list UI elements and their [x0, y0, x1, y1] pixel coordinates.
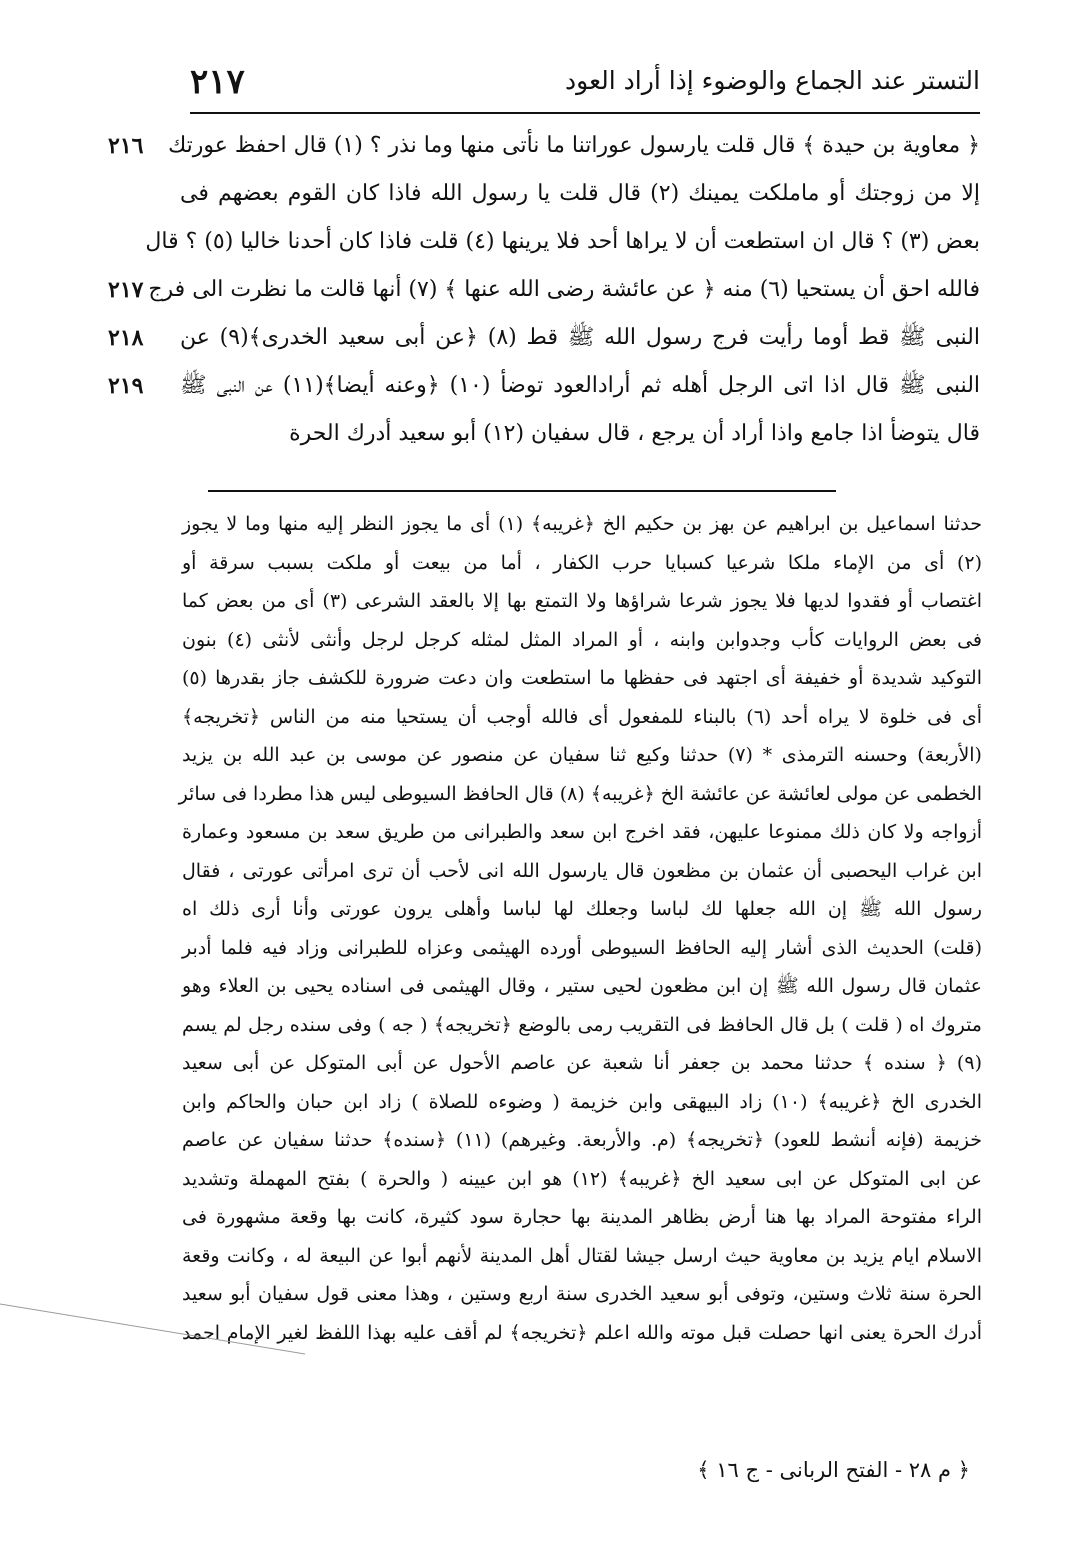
- footnote-line: عثمان قال رسول الله ﷺ إن ابن مظعون لحيى ستير ، وقال الهيثمى فى اسناده يحيى بن العلاء وهو: [182, 975, 982, 997]
- footnotes-block: [178, 505, 983, 1352]
- main-text-line: النبى ﷺ قال اذا اتى الرجل أهله ثم أرادالعود توضأ (١٠) ﴿وعنه أيضا﴾(١١) عن النبى ﷺ: [180, 373, 981, 398]
- footnote-line: (الأربعة) وحسنه الترمذى * (٧) حدثنا وكيع ثنا سفيان عن منصور عن موسى بن عبد الله بن يزيد: [182, 744, 982, 766]
- footnote-line: الاسلام ايام يزيد بن معاوية حيث ارسل جيشا لقتال أهل المدينة لأنهم أبوا عن البيعة له ، وكانت وقعة: [182, 1244, 982, 1267]
- running-title: التستر عند الجماع والوضوء إذا أراد العود: [565, 66, 980, 95]
- footnote-line: متروك اه ( قلت ) بل قال الحافظ فى التقريب رمى بالوضع ﴿تخريجه﴾ ( جه ) وفى سنده رجل لم يسم: [182, 1013, 982, 1036]
- main-text-line: بعض (٣) ؟ قال ان استطعت أن لا يراها أحد فلا يرينها (٤) قلت فاذا كان أحدنا خاليا (٥) ؟ قال: [145, 229, 980, 254]
- footnote-line: حدثنا اسماعيل بن ابراهيم عن بهز بن حكيم الخ ﴿غريبه﴾ (١) أى ما يجوز النظر إليه منها وما لا يجوز: [182, 513, 983, 535]
- footnote-line: فى بعض الروايات كأب وجدوابن وابنه ، أو المراد المثل لمثله كرجل لرجل وأنثى لأنثى (٤) بنون: [182, 628, 982, 651]
- footnote-line: ابن غراب اليحصبى أن عثمان بن مظعون قال يارسول الله انى لأحب أن ترى امرأتى عورتى ، فقال: [182, 859, 982, 882]
- hadith-number: ٢١٩: [108, 373, 144, 399]
- footnote-line: (قلت) الحديث الذى أشار إليه الحافظ السيوطى أورده الهيثمى وعزاه للطبرانى وزاد فيه فلما أدبر: [182, 936, 982, 959]
- main-text-line: إلا من زوجتك أو ماملكت يمينك (٢) قال قلت يا رسول الله فاذا كان القوم بعضهم فى: [180, 181, 981, 206]
- scan-artifact-line: [0, 1296, 310, 1356]
- hadith-number: ٢١٨: [108, 325, 144, 351]
- footnote-line: رسول الله ﷺ إن الله جعلها لك لباسا وجعلك لها لباسا وأهلى يرون عورتى وأنا أرى ذلك اه: [182, 898, 982, 920]
- footnote-line: الخطمى عن مولى لعائشة عن عائشة الخ ﴿غريبه﴾ (٨) قال الحافظ السيوطى ليس هذا مطردا فى سائر: [178, 782, 982, 805]
- header-rule: [190, 112, 980, 114]
- hadith-number: ٢١٦: [108, 133, 144, 159]
- main-text-line: النبى ﷺ قط أوما رأيت فرج رسول الله ﷺ قط (٨) ﴿عن أبى سعيد الخدرى﴾(٩) عن: [180, 325, 980, 350]
- hadith-number: ٢١٧: [108, 277, 144, 303]
- page-header: [190, 62, 980, 110]
- footnote-line: الحرة سنة ثلاث وستين، وتوفى أبو سعيد الخدرى سنة اربع وستين ، وهذا معنى قول سفيان أبو سعيد: [182, 1283, 982, 1305]
- footnote-line: اغتصاب أو فقدوا لديها فلا يجوز شرعا شراؤها ولا التمتع بها إلا بالعقد الشرعى (٣) أى من بعض كما: [182, 590, 982, 612]
- footnote-line: عن ابى المتوكل عن ابى سعيد الخ ﴿غريبه﴾ (١٢) هو ابن عيينه ( والحرة ) بفتح المهملة وتشديد: [182, 1167, 982, 1190]
- main-text-line: فالله احق أن يستحيا (٦) منه ﴿ عن عائشة رضى الله عنها ﴾ (٧) أنها قالت ما نظرت الى فرج: [148, 277, 980, 302]
- footnote-line: التوكيد شديدة أو خفيفة أى اجتهد فى حفظها ما استطعت وان دعت ضرورة للكشف جاز بقدرها (٥): [182, 667, 982, 689]
- printer-signature: ﴿ م ٢٨ - الفتح الربانى - ج ١٦ ﴾: [697, 1458, 970, 1482]
- footnote-line: أى فى خلوة لا يراه أحد (٦) بالبناء للمفعول أى فالله أوجب أن يستحيا منه من الناس ﴿تخريجه﴾: [182, 705, 982, 728]
- footnote-line: (٢) أى من الإماء ملكا شرعيا كسبايا حرب الكفار ، أما من بيعت أو ملكت بسبب سرقة أو: [182, 551, 982, 574]
- footnote-line: الراء مفتوحة المراد بها هنا أرض بظاهر المدينة بها حجارة سود كثيرة، كانت بها وقعة مشهورة فى: [182, 1206, 982, 1228]
- page-number: ٢١٧: [190, 62, 245, 102]
- footnote-line: الخدرى الخ ﴿غريبه﴾ (١٠) زاد البيهقى وابن خزيمة ( وضوءه للصلاة ) زاد ابن حبان والحاكم وابن: [182, 1090, 982, 1113]
- footnote-line: (٩) ﴿ سنده ﴾ حدثنا محمد بن جعفر أنا شعبة عن عاصم الأحول عن أبى المتوكل عن أبى سعيد: [182, 1052, 982, 1074]
- main-text-block: [145, 122, 981, 458]
- footnote-line: خزيمة (فإنه أنشط للعود) ﴿تخريجه﴾ (م. والأربعة. وغيرهم) (١١) ﴿سنده﴾ حدثنا سفيان عن عاصم: [182, 1129, 983, 1151]
- footnote-line: أزواجه ولا كان ذلك ممنوعا عليهن، فقد اخرج ابن سعد والطبرانى من طريق سعد بن مسعود وعمارة: [182, 821, 982, 843]
- footnote-line: أدرك الحرة يعنى انها حصلت قبل موته والله اعلم ﴿تخريجه﴾ لم أقف عليه بهذا اللفظ لغير الإمام احمد: [182, 1321, 982, 1344]
- main-text-line: ﴿ معاوية بن حيدة ﴾ قال قلت يارسول عوراتنا ما نأتى منها وما نذر ؟ (١) قال احفظ عورتك: [168, 133, 980, 158]
- main-text-line: قال يتوضأ اذا جامع واذا أراد أن يرجع ، قال سفيان (١٢) أبو سعيد أدرك الحرة: [289, 421, 980, 446]
- footnote-separator: [208, 490, 836, 492]
